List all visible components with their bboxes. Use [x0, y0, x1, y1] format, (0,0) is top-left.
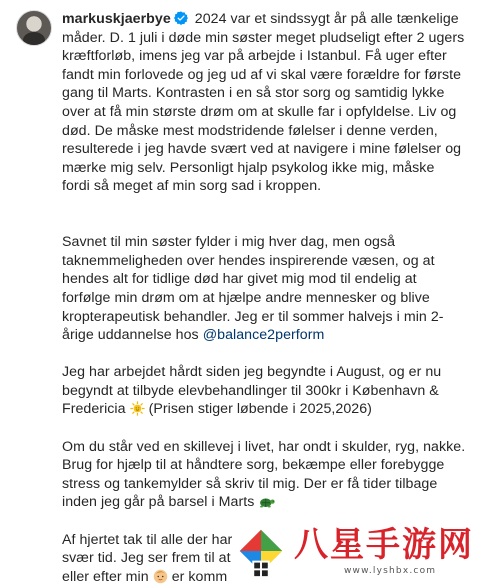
caption-paragraph-3: Jeg har arbejdet hårdt siden jeg begyndte i August, og er nu begyndt at tilbyde elevbehandlinger til 300kr i København & Fredericia (Prisen stiger løbende i 2025,2026) — [62, 364, 442, 418]
watermark-logo-icon — [232, 522, 290, 580]
sun-emoji-icon — [130, 401, 145, 416]
post-caption-container — [16, 10, 466, 586]
price-note: (Prisen stiger løbende i 2025,2026) — [148, 401, 372, 418]
watermark — [232, 522, 479, 581]
caption-paragraph-1: 2024 var et sindssygt år på alle tænkelige måder. D. 1 juli i døde min søster meget pludseligt efter 2 ugers kræftforløb, imens jeg var på arbejde i Istanbul. Få uger efter fandt min forlovede og jeg ud af vi skal være forældre for første gang til Marts. Kontrasten i en så stor sorg og samtidig lykke over at få min største drøm om at skulle far i opfyldelse. Liv og død. De måske mest modstridende følelser i denne verden, resulterede i jeg havde svært ved at navigere i mine følelser og mærke mig selv. Personligt hjalp psykolog ikke mig, måske fordi så meget af min sorg sad i kroppen. — [62, 11, 465, 195]
watermark-url: www.lyshbx.com — [344, 566, 437, 576]
turtle-emoji-icon — [258, 495, 275, 509]
caption-paragraph-2: Savnet til min søster fylder i mig hver dag, men også taknemmeligheden over hendes inspirerende væsen, og at hendes alt for tidlige død har givet mig mod til endelig at forfølge min drøm om at hjælpe andre mennesker og blive kropterapeutisk behandler. Jeg er til sommer halvejs i min 2-årige uddannelse hos @balance2perform — [62, 234, 444, 344]
caption-text — [62, 10, 466, 586]
verified-badge-icon — [174, 11, 188, 25]
caption-paragraph-5: Af hjertet tak til alle der har svær tid. Jeg ser frem til at eller efter min er komm — [62, 531, 233, 585]
baby-emoji-icon — [153, 569, 168, 584]
avatar[interactable] — [16, 10, 52, 46]
caption-paragraph-4: Om du står ved en skillevej i livet, har ondt i skulder, ryg, nakke. Brug for hjælp til at håndtere sorg, bekæmpe eller forebygge stress og tankemylder så skriv til mig. Der er få tider tilbage inden jeg går på barsel i Marts — [62, 438, 466, 511]
username-link[interactable]: markuskjaerbye — [62, 11, 171, 27]
mention-link[interactable]: @balance2perform — [202, 327, 325, 344]
watermark-title: 八星手游网 — [294, 525, 474, 565]
